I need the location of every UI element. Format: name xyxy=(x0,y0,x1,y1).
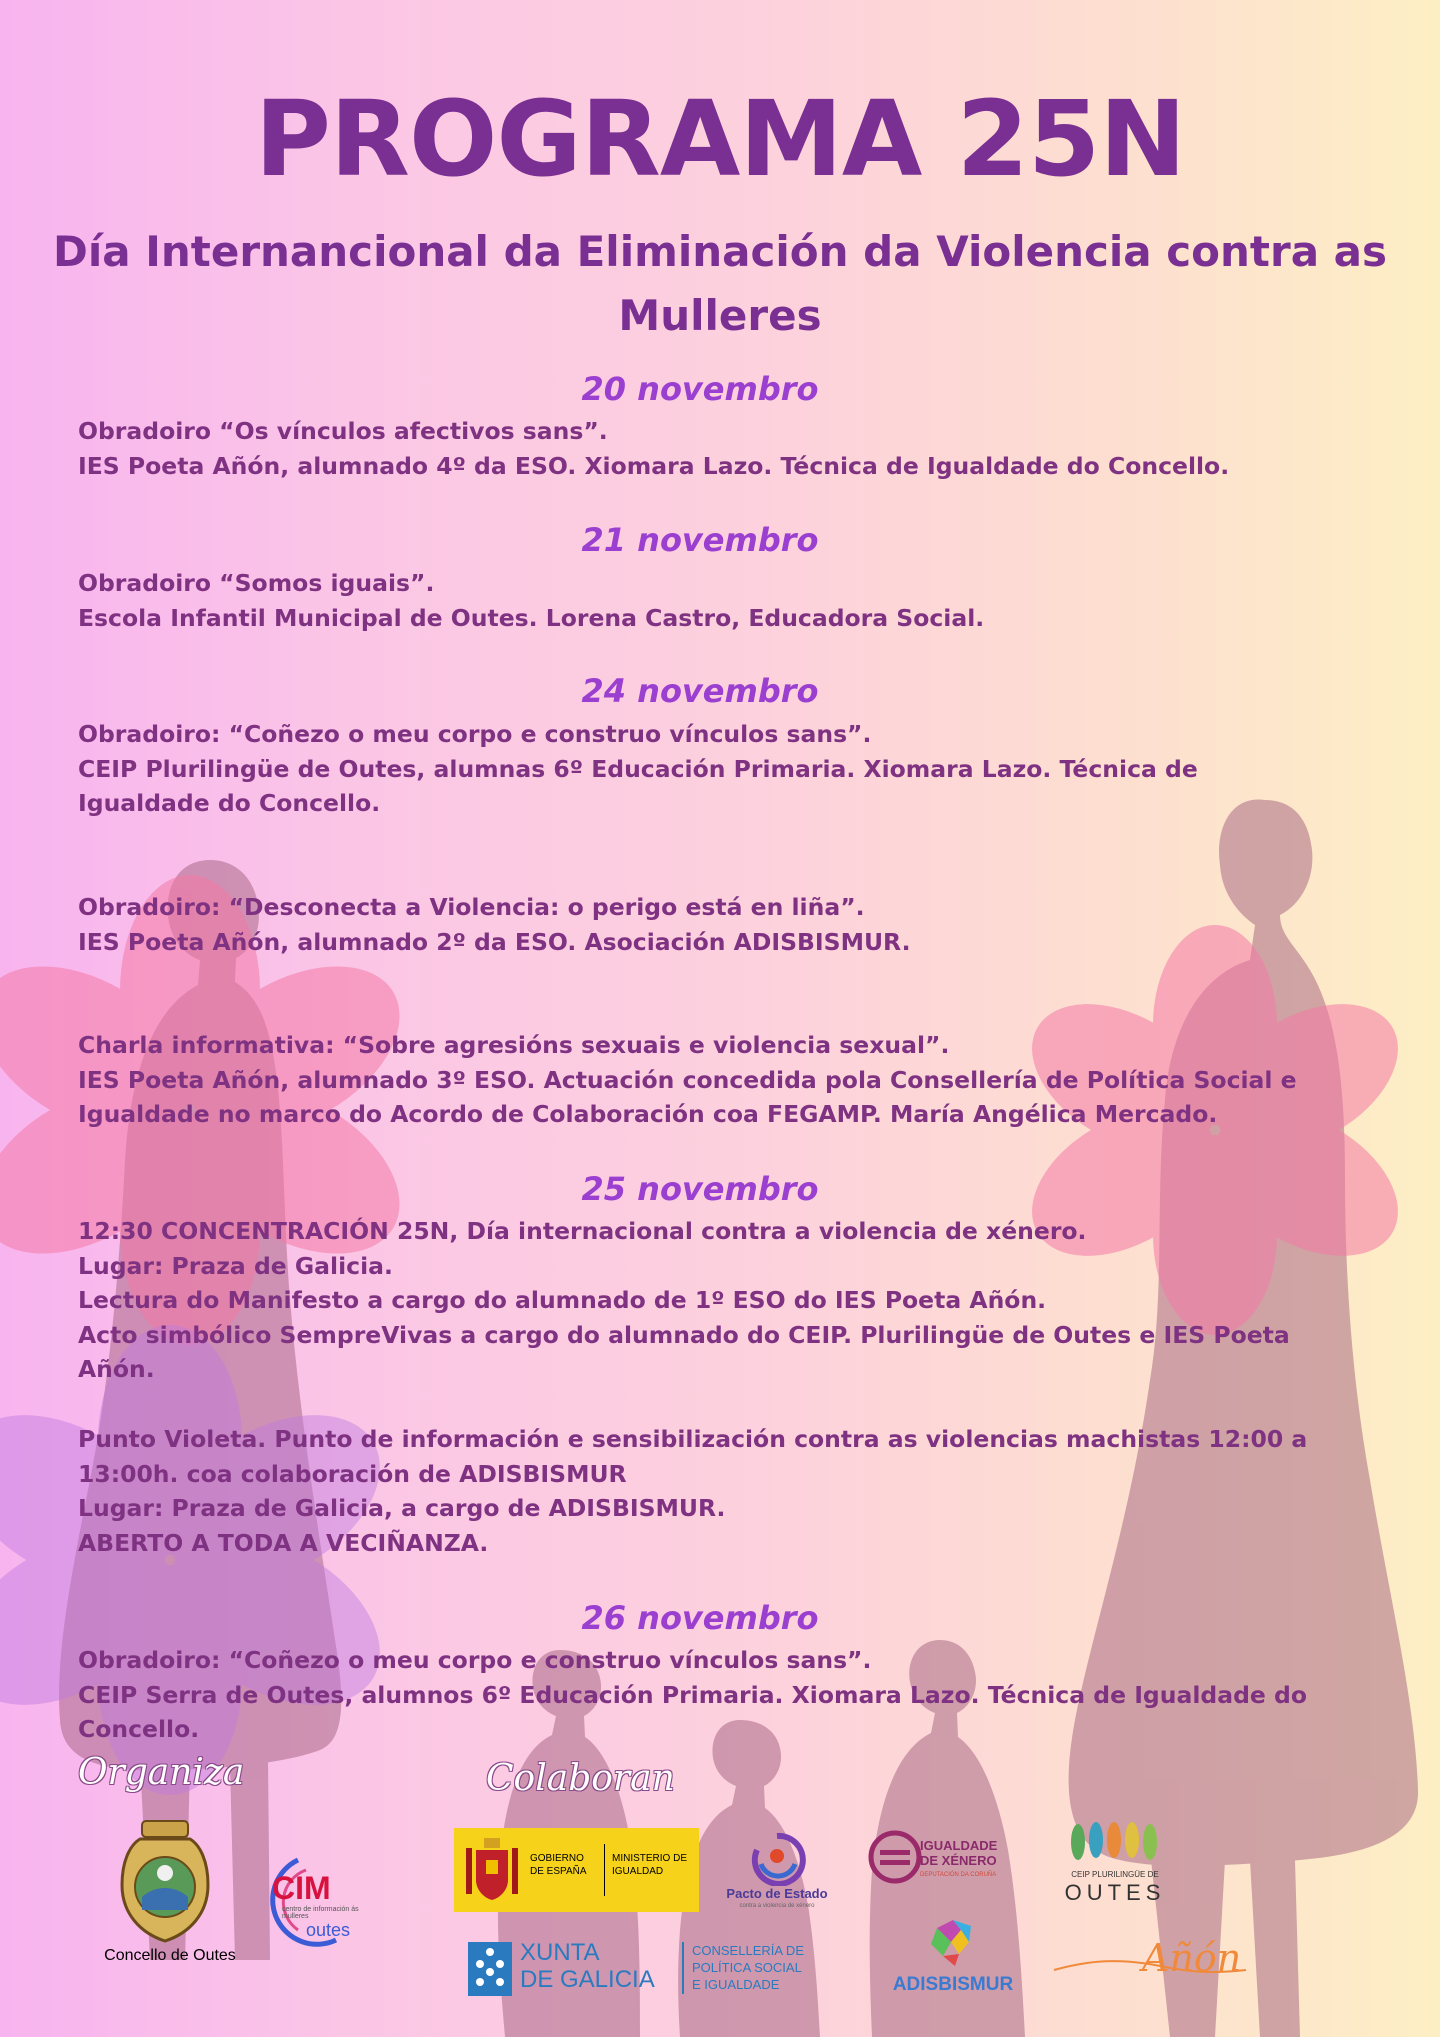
conselleria-line-3: E IGUALDADE xyxy=(692,1977,780,1992)
entry-line: Punto Violeta. Punto de información e sensibilización contra as violencias machistas 12:00 a xyxy=(78,1425,1308,1453)
date-heading-25: 25 novembro xyxy=(581,1170,819,1208)
entry-line: Obradoiro: “Desconecta a Violencia: o perigo está en liña”. xyxy=(78,893,865,921)
gobierno-espana-logo xyxy=(454,1828,699,1912)
cim-sub: centro de información ás mulleres xyxy=(282,1906,359,1920)
entry-line: Concello. xyxy=(78,1715,200,1743)
entry-line: IES Poeta Añón, alumnado 2º da ESO. Asociación ADISBISMUR. xyxy=(78,927,911,956)
program-entry-25-b xyxy=(78,1422,1343,1560)
page-subtitle: Día Internancional da Eliminación da Violencia contra as Mulleres xyxy=(53,227,1387,340)
entry-line: CEIP Serra de Outes, alumnos 6º Educación Primaria. Xiomara Lazo. Técnica de Igualdade do xyxy=(78,1680,1307,1709)
conselleria-line-1: CONSELLERÍA DE xyxy=(692,1943,804,1958)
entry-line: 13:00h. coa colaboración de ADISBISMUR xyxy=(78,1459,627,1488)
gov-right-text: MINISTERIO DE IGUALDAD xyxy=(612,1853,688,1877)
entry-line: Escola Infantil Municipal de Outes. Lorena Castro, Educadora Social. xyxy=(78,603,985,632)
leaves-icon xyxy=(1060,1818,1170,1868)
ceip-sub: CEIP PLURILINGÜE DE xyxy=(1071,1870,1159,1879)
page-title: PROGRAMA 25N xyxy=(254,78,1186,200)
date-heading-24: 24 novembro xyxy=(581,672,819,710)
entry-line: Lugar: Praza de Galicia, a cargo de ADISBISMUR. xyxy=(78,1494,726,1522)
ceip-title: OUTES xyxy=(1064,1880,1166,1905)
entry-line: Obradoiro: “Coñezo o meu corpo e construo vínculos sans”. xyxy=(78,1646,872,1674)
entry-line: IES Poeta Añón, alumnado 3º ESO. Actuación concedida pola Consellería de Política Social e xyxy=(78,1065,1297,1094)
entry-line: Lugar: Praza de Galicia. xyxy=(78,1251,393,1280)
program-entry-24-a xyxy=(78,717,1343,821)
adisbismur-logo xyxy=(878,1912,1028,2004)
date-heading-20: 20 novembro xyxy=(581,370,819,408)
entry-line: Lectura do Manifesto a cargo do alumnado de 1º ESO do IES Poeta Añón. xyxy=(78,1286,1047,1314)
anon-signature xyxy=(1050,1930,1250,2000)
entry-line: Obradoiro: “Coñezo o meu corpo e construo vínculos sans”. xyxy=(78,720,872,748)
pacto-icon xyxy=(747,1830,807,1886)
signature-text: Añón xyxy=(1142,1936,1242,1980)
xunta-title-1: XUNTA xyxy=(520,1939,600,1966)
igualdade-sub: DEPUTACIÓN DA CORUÑA xyxy=(920,1872,997,1878)
conselleria-line-2: POLÍTICA SOCIAL xyxy=(692,1960,802,1975)
adisbismur-text: ADISBISMUR xyxy=(892,1974,1014,1995)
concello-caption: Concello de Outes xyxy=(104,1947,236,1964)
date-heading-21: 21 novembro xyxy=(581,521,819,559)
colaboran-label: Colaboran xyxy=(486,1758,675,1799)
entry-line: IES Poeta Añón, alumnado 4º da ESO. Xiomara Lazo. Técnica de Igualdade do Concello. xyxy=(78,451,1230,480)
concello-outes-logo xyxy=(100,1815,236,1965)
igualdade-xenero-logo xyxy=(866,1826,1006,1892)
entry-line: Obradoiro “Somos iguais”. xyxy=(78,569,435,597)
xunta-title-2: DE GALICIA xyxy=(520,1966,655,1993)
entry-line: Igualdade do Concello. xyxy=(78,789,381,817)
equality-symbol-icon xyxy=(866,1828,924,1886)
pacto-estado-logo xyxy=(722,1830,832,1915)
puzzle-icon xyxy=(923,1912,983,1972)
divider xyxy=(604,1844,605,1896)
date-heading-26: 26 novembro xyxy=(581,1599,819,1637)
cim-town: outes xyxy=(306,1920,351,1940)
xunta-galicia-logo xyxy=(468,1940,838,2000)
entry-line: Igualdade no marco do Acordo de Colaboración coa FEGAMP. María Angélica Mercado. xyxy=(78,1100,1218,1128)
organiza-label: Organiza xyxy=(78,1752,245,1793)
entry-line: Obradoiro “Os vínculos afectivos sans”. xyxy=(78,417,608,445)
pacto-title: Pacto de Estado xyxy=(726,1886,828,1901)
entry-line: Acto simbólico SempreVivas a cargo do alumnado do CEIP. Plurilingüe de Outes e IES Poeta xyxy=(78,1320,1290,1349)
crest-icon xyxy=(100,1815,230,1945)
entry-line: CEIP Plurilingüe de Outes, alumnas 6º Educación Primaria. Xiomara Lazo. Técnica de xyxy=(78,754,1198,783)
entry-line: 12:30 CONCENTRACIÓN 25N, Día internacional contra a violencia de xénero. xyxy=(78,1217,1087,1245)
entry-line: ABERTO A TODA A VECIÑANZA. xyxy=(78,1528,489,1557)
program-entry-25-a xyxy=(78,1214,1343,1387)
gov-left-text: GOBIERNO DE ESPAÑA xyxy=(530,1853,587,1877)
program-entry-21 xyxy=(78,566,1343,635)
pacto-sub: contra a violencia de xénero xyxy=(739,1903,815,1909)
entry-line: Charla informativa: “Sobre agresións sexuais e violencia sexual”. xyxy=(78,1031,950,1059)
program-entry-20 xyxy=(78,414,1343,483)
program-entry-24-c xyxy=(78,1028,1343,1132)
program-entry-26 xyxy=(78,1643,1343,1747)
entry-line: Añón. xyxy=(78,1355,155,1383)
igualdade-title: IGUALDADE DE XÉNERO xyxy=(920,1838,998,1868)
spain-coat-of-arms-icon xyxy=(462,1836,522,1906)
ceip-outes-logo xyxy=(1060,1818,1170,1908)
cim-name: CIM xyxy=(272,1870,331,1906)
divider xyxy=(682,1942,684,1994)
cim-logo xyxy=(258,1850,378,1950)
program-entry-24-b xyxy=(78,890,1343,959)
xunta-emblem-icon xyxy=(468,1942,512,1996)
